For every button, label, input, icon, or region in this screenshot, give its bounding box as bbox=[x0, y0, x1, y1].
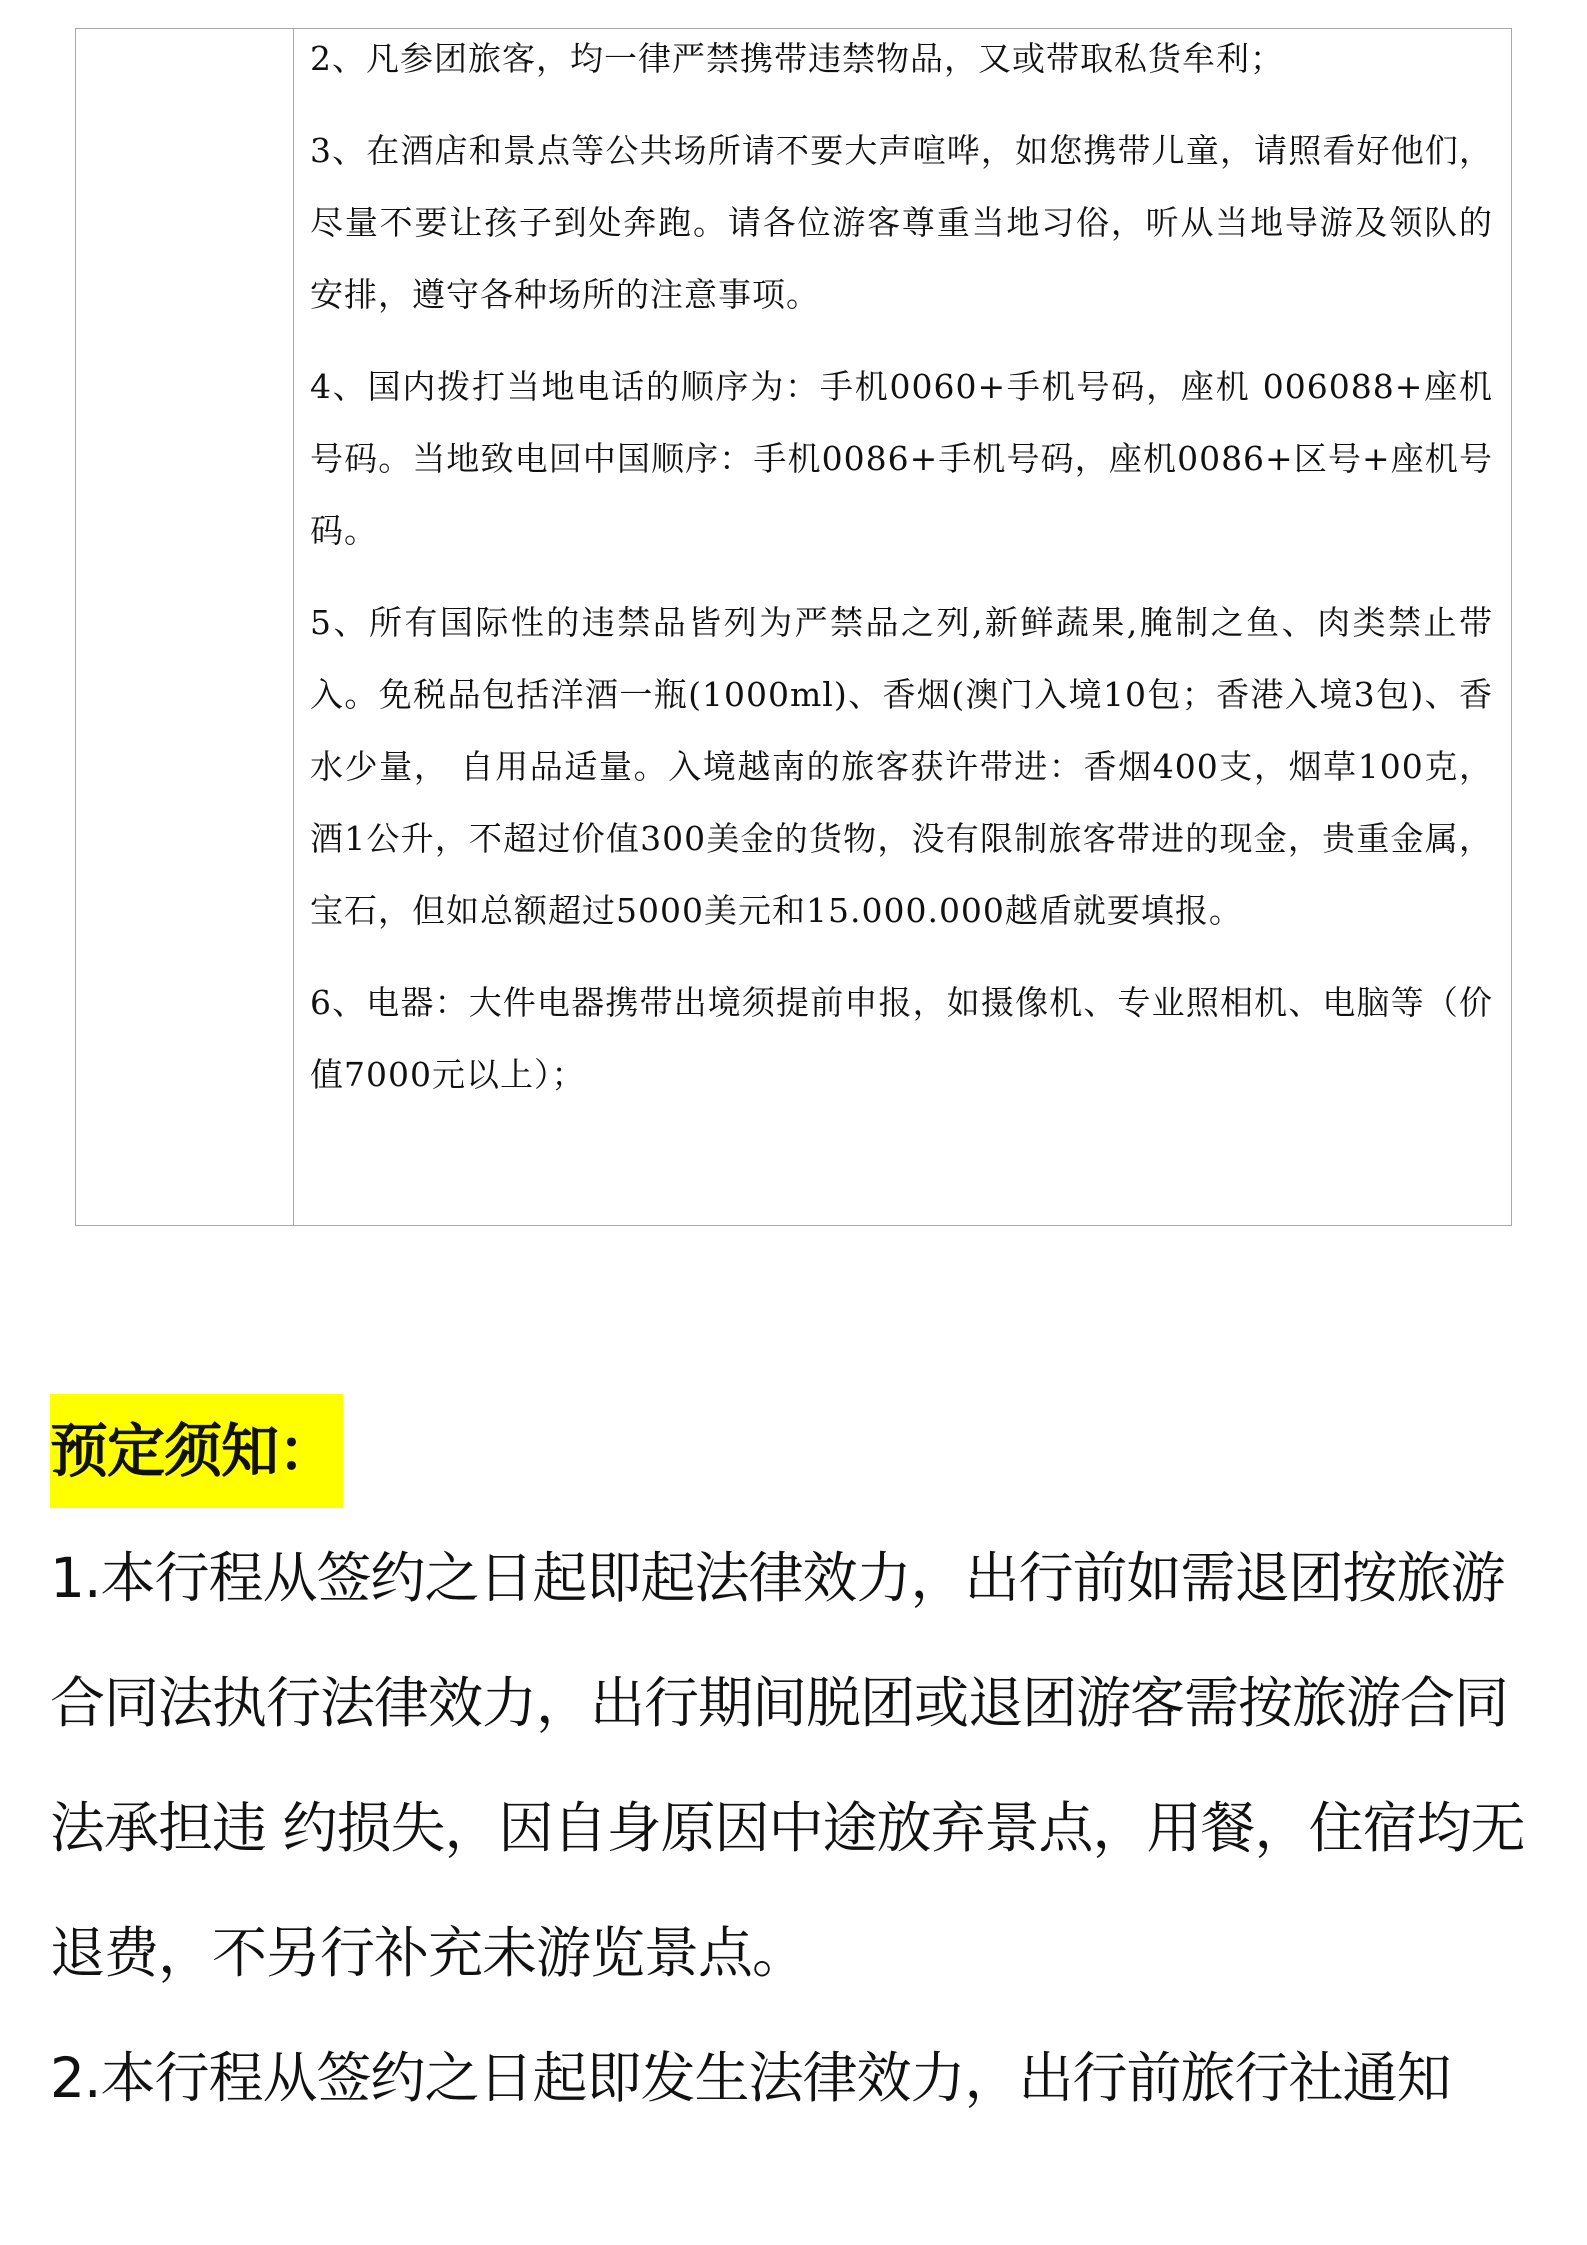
booking-item-1: 1.本行程从签约之日起即起法律效力，出行前如需退团按旅游合同法执行法律效力，出行期间脱团或退团游客需按旅游合同法承担违 约损失，因自身原因中途放弃景点，用餐，住宿均无退费，不另行补充未游览景点。 bbox=[50, 1546, 1525, 1985]
note-item-4: 4、国内拨打当地电话的顺序为：手机0060+手机号码，座机 006088+座机号码。当地致电回中国顺序：手机0086+手机号码，座机0086+区号+座机号码。 bbox=[310, 367, 1493, 550]
notes-table-right-cell bbox=[294, 29, 1511, 1225]
booking-notice-body bbox=[50, 1516, 1550, 2141]
note-item-2: 2、凡参团旅客，均一律严禁携带违禁物品，又或带取私货牟利； bbox=[310, 39, 1284, 78]
notes-table bbox=[75, 28, 1512, 1226]
note-item-6: 6、电器：大件电器携带出境须提前申报，如摄像机、专业照相机、电脑等（价值7000元以上）； bbox=[310, 983, 1493, 1094]
note-item-5: 5、所有国际性的违禁品皆列为严禁品之列,新鲜蔬果,腌制之鱼、肉类禁止带入。免税品包括洋酒一瓶(1000ml)、香烟(澳门入境10包；香港入境3包)、香水少量， 自用品适量。入境越南的旅客获许带进：香烟400支，烟草100克，酒1公升，不超过价值300美金的货物，没有限制旅客带进的现金，贵重金属，宝石，但如总额超过5000美元和15.000.000越盾就要填报。 bbox=[310, 603, 1493, 930]
note-item-3: 3、在酒店和景点等公共场所请不要大声喧哗，如您携带儿童，请照看好他们，尽量不要让孩子到处奔跑。请各位游客尊重当地习俗，听从当地导游及领队的安排，遵守各种场所的注意事项。 bbox=[310, 131, 1493, 314]
booking-item-2: 2.本行程从签约之日起即发生法律效力，出行前旅行社通知 bbox=[50, 2046, 1451, 2110]
booking-notice-heading: 预定须知： bbox=[50, 1394, 343, 1508]
notes-table-left-cell bbox=[76, 29, 294, 1225]
